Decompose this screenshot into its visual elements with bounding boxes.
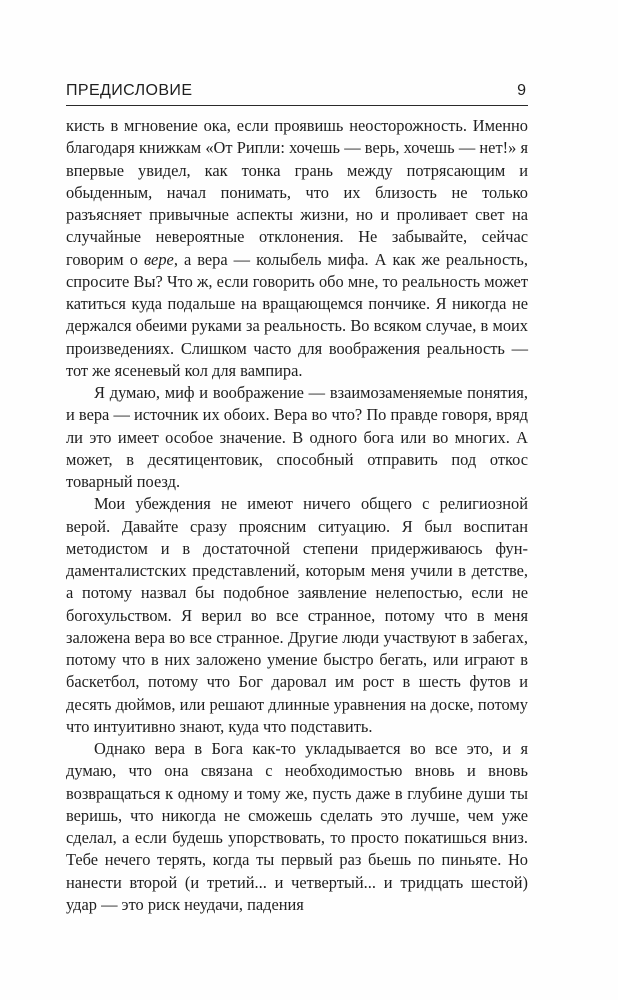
paragraph-1 — [66, 115, 528, 382]
paragraph-1-emphasis: вере — [143, 249, 174, 269]
paragraph-2: Я думаю, миф и воображение — взаимозаменяемые понятия, и вера — источник их обоих. Вера во что? По правде говоря, вряд ли это имеет особое значение. В одного бога или во многих. А может, в десятицентовик, способный отправить под откос товарный поезд. — [66, 383, 528, 491]
paragraph-1-tail: , а вера — колыбель мифа. А как же реальность, спросите Вы? Что ж, если говорить обо мне, то реальность может катиться куда подальше на вращающемся пончике. Я никогда не держался обеими руками за реальность. Во всяком случае, в моих произведениях. Слишком часто для воображения реальность — тот же ясеневый кол для вампира. — [66, 249, 529, 380]
paragraph-3: Мои убеждения не имеют ничего общего с религиозной верой. Давайте сразу проясним ситуацию. Я был воспитан методистом и в достаточной степени придерживаюсь фундаменталистских представлений, которым меня учили в детстве, а потому назвал бы подобное заявление нелепостью, если не богохульством. Я верил во все странное, потому что в меня заложена вера во все странное. Другие люди участвуют в забегах, потому что в них заложено умение быстро бегать, или играют в баскетбол, потому что Бог даровал им рост в шесть футов и десять дюймов, или решают длинные уравнения на доске, потому что интуитивно знают, куда что подставить. — [66, 494, 528, 736]
paragraph-4: Однако вера в Бога как-то укладывается во все это, и я думаю, что она связана с необходимостью вновь и вновь возвращаться к одному и тому же, пусть даже в глубине души ты веришь, что никогда не сможешь сделать это лучше, чем уже сделал, а если будешь упорствовать, то просто покатишься вниз. Тебе нечего терять, когда ты первый раз бьешь по пиньяте. Но нанести второй (и третий... и четвертый... и тридцать шестой) удар — это риск неудачи, падения — [66, 739, 528, 914]
page-number: 9 — [517, 82, 526, 99]
running-header — [66, 80, 528, 108]
paragraph-1-text: кисть в мгновение ока, если проявишь неосторожность. Именно благодаря книжкам «От Рипли: хочешь — верь, хочешь — нет!» я впервые увидел, как тонка грань между потрясающим и обыденным, начал понимать, что их близость не только разъясняет привычные аспекты жизни, но и проливает свет на случайные невероятные отклонения. Не забывайте, сейчас говорим о — [66, 116, 528, 269]
body-text — [66, 115, 528, 916]
header-rule — [66, 105, 528, 106]
section-title: ПРЕДИСЛОВИЕ — [66, 82, 193, 99]
